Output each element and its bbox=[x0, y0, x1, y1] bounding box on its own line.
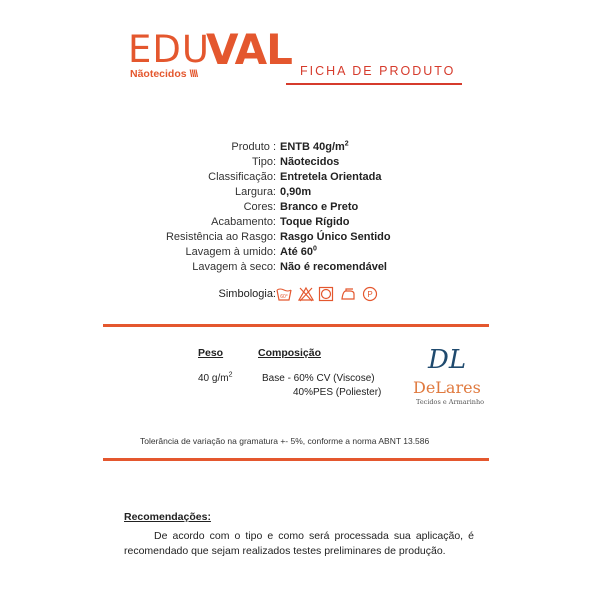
spec-row bbox=[0, 140, 600, 155]
recommendations-title: Recomendações: bbox=[124, 511, 211, 523]
logo-sub-text: Nãotecidos bbox=[130, 68, 187, 80]
divider-bottom bbox=[103, 458, 489, 461]
spec-label: Lavagem à seco: bbox=[192, 261, 276, 273]
svg-text:P: P bbox=[367, 290, 373, 299]
peso-value bbox=[198, 373, 232, 384]
spec-value-text: Nãotecidos bbox=[280, 156, 340, 168]
composition-line-2: 40%PES (Poliester) bbox=[293, 387, 382, 398]
spec-value bbox=[280, 230, 391, 245]
logo-val-text: VAL bbox=[206, 25, 292, 74]
spec-value bbox=[280, 140, 349, 155]
dry-clean-p-icon bbox=[362, 286, 378, 302]
spec-row bbox=[0, 155, 600, 170]
spec-row bbox=[0, 260, 600, 275]
spec-label: Resistência ao Rasgo: bbox=[165, 231, 276, 243]
title-underline bbox=[286, 83, 462, 85]
spec-value-text: Não é recomendável bbox=[280, 261, 387, 273]
eduval-logo bbox=[128, 25, 292, 80]
spec-row bbox=[0, 245, 600, 260]
spec-value bbox=[280, 260, 387, 275]
spec-row bbox=[0, 230, 600, 245]
composition-header: Composição bbox=[258, 347, 322, 359]
spec-value bbox=[280, 155, 339, 170]
peso-header: Peso bbox=[198, 347, 224, 359]
divider-top bbox=[103, 324, 489, 327]
spec-value-text: ENTB 40g/m bbox=[280, 141, 345, 153]
spec-label: Acabamento: bbox=[211, 216, 276, 228]
peso-value-text: 40 g/m bbox=[198, 373, 229, 384]
spec-value-text: Até 60 bbox=[280, 246, 314, 258]
wash-temp: 60° bbox=[280, 294, 288, 300]
no-bleach-icon bbox=[298, 286, 314, 302]
spec-value-text: Toque Rígido bbox=[280, 216, 350, 228]
spec-label: Cores: bbox=[243, 201, 276, 213]
no-tumble-dry-icon bbox=[318, 286, 334, 302]
logo-subtitle bbox=[130, 68, 197, 80]
spec-value-sup: 2 bbox=[344, 140, 349, 148]
spec-label: Largura: bbox=[235, 186, 276, 198]
logo-edu-text: EDU bbox=[128, 28, 210, 71]
spec-row bbox=[0, 215, 600, 230]
spec-row bbox=[0, 170, 600, 185]
recommendations-text: De acordo com o tipo e como será processada sua aplicação, é recomendado que sejam realizados testes preliminares de produção. bbox=[124, 530, 474, 557]
spec-value bbox=[280, 170, 381, 185]
spec-value-text: Entretela Orientada bbox=[280, 171, 382, 183]
page-title: FICHA DE PRODUTO bbox=[300, 64, 456, 78]
spec-label: Tipo: bbox=[251, 156, 276, 168]
spec-label: Lavagem à umido: bbox=[185, 246, 276, 258]
delares-name: DeLares bbox=[413, 378, 481, 397]
spec-value-text: Branco e Preto bbox=[280, 201, 359, 213]
spec-value-sup: 0 bbox=[313, 245, 317, 253]
spec-value bbox=[280, 185, 311, 200]
delares-monogram: DL bbox=[428, 345, 467, 375]
spec-row bbox=[0, 185, 600, 200]
spec-value bbox=[280, 200, 358, 215]
spec-label: Produto : bbox=[231, 141, 276, 153]
spec-label: Classificação: bbox=[208, 171, 276, 183]
spec-value bbox=[280, 215, 349, 230]
spec-value-text: 0,90m bbox=[280, 186, 312, 198]
spec-value-text: Rasgo Único Sentido bbox=[280, 231, 391, 243]
delares-tagline: Tecidos e Armarinho bbox=[416, 398, 485, 406]
logo-bars: \\\\ bbox=[189, 68, 198, 80]
spec-value bbox=[280, 245, 317, 260]
peso-sup: 2 bbox=[228, 371, 233, 379]
composition-line-1: Base - 60% CV (Viscose) bbox=[262, 373, 375, 384]
iron-icon bbox=[340, 286, 356, 302]
wash-60-icon bbox=[276, 286, 292, 302]
spec-row bbox=[0, 200, 600, 215]
symbols-label: Simbologia: bbox=[218, 288, 276, 300]
tolerance-note: Tolerância de variação na gramatura +- 5%, conforme a norma ABNT 13.586 bbox=[140, 436, 430, 446]
